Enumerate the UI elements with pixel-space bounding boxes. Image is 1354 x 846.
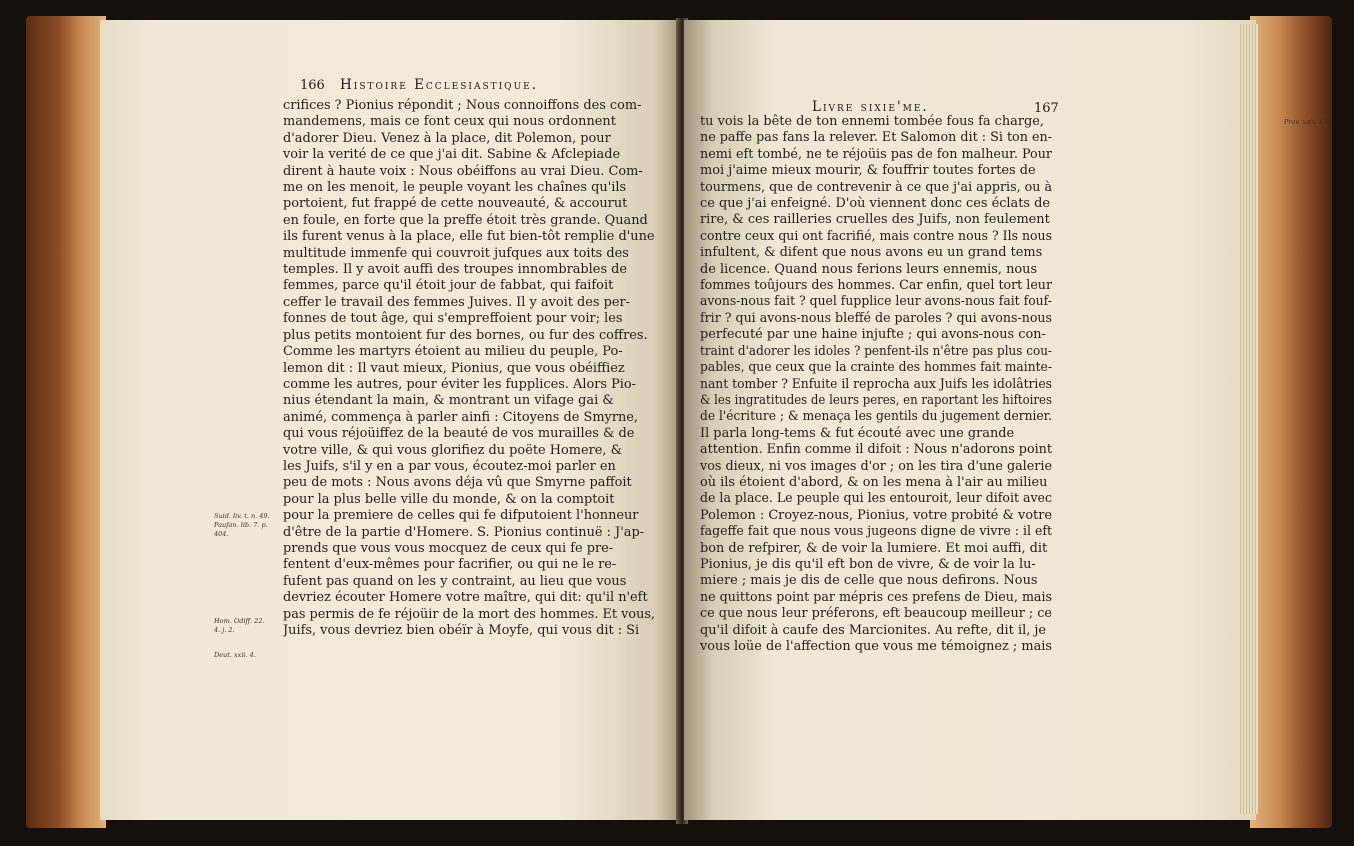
text-line: pables, que ceux que la crainte des hommes fait mainte- [700, 360, 1052, 376]
right-body-text [700, 114, 1087, 655]
text-line: ce que j'ai enfeigné. D'où viennent donc ces éclats de [700, 196, 1051, 212]
text-line: tu vois la bête de ton ennemi tombée fous fa charge, [700, 114, 1044, 129]
text-line: Comme les martyrs étoient au milieu du peuple, Po- [283, 344, 623, 360]
text-line: lemon dit : Il vaut mieux, Pionius, que vous obéiffiez [283, 360, 625, 376]
text-line: d'adorer Dieu. Venez à la place, dit Polemon, pour [283, 130, 611, 146]
margin-note: Prov. xxiv. 17. [1284, 118, 1330, 126]
text-line: ils furent venus à la place, elle fut bien-tôt remplie d'une [283, 229, 655, 245]
text-line: temples. Il y avoit auffi des troupes innombrables de [283, 262, 628, 278]
text-line: fommes toûjours des hommes. Car enfin, quel tort leur [700, 278, 1052, 294]
text-line: attention. Enfin comme il difoit : Nous n'adorons point [700, 442, 1052, 458]
text-line: nius étendant la main, & montrant un vifage gai & [283, 393, 614, 409]
text-line: d'être de la partie d'Homere. S. Pionius continuë : J'ap- [283, 524, 645, 540]
text-line: nemi eft tombé, ne te réjoüis pas de fon malheur. Pour [700, 146, 1052, 162]
text-line: où ils étoient d'abord, & on les mena à l'air au milieu [700, 474, 1048, 490]
text-line: qu'il difoit à caufe des Marcionites. Au refte, dit il, je [700, 622, 1047, 638]
text-line: nant tomber ? Enfuite il reprocha aux Juifs les idolâtries [700, 376, 1052, 392]
text-line: bon de refpirer, & de voir la lumiere. Et moi auffi, dit [700, 540, 1048, 556]
text-line: prends que vous vous mocquez de ceux qui fe pre- [283, 540, 614, 556]
margin-note: Suid. liv. t. n. 49. [214, 512, 270, 520]
text-line: fufent pas quand on les y contraint, au lieu que vous [283, 573, 627, 589]
text-line: mandemens, mais ce font ceux qui nous ordonnent [283, 114, 616, 130]
right-page-number: 167 [1034, 101, 1059, 116]
text-line: pour la premiere de celles qui fe difputoient l'honneur [283, 508, 639, 524]
text-line: plus petits montoient fur des bornes, ou fur des coffres. [283, 327, 648, 343]
margin-note: 4. j. 2. [214, 626, 235, 634]
text-line: infultent, & difent que nous avons eu un grand tems [700, 245, 1043, 261]
text-line: traint d'adorer les idoles ? penfent-ils n'être pas plus cou- [700, 343, 1052, 359]
margin-note: Hom. Odiff. 22. [214, 617, 265, 625]
text-line: me on les menoit, le peuple voyant les chaînes qu'ils [283, 180, 627, 196]
left-page [100, 20, 678, 820]
text-line: vos dieux, ni vos images d'or ; on les tira d'une galerie [700, 458, 1052, 474]
text-line: comme les autres, pour éviter les fupplices. Alors Pio- [283, 376, 636, 392]
left-body-text [283, 98, 657, 639]
right-cover-edge [1250, 16, 1332, 828]
text-line: ce que nous leur préferons, eft beaucoup meilleur ; ce [700, 606, 1052, 622]
text-line: Juifs, vous devriez bien obéïr à Moyfe, qui vous dit : Si [283, 623, 640, 638]
page-edges [1238, 24, 1258, 814]
text-line: pour la plus belle ville du monde, & on la comptoit [283, 491, 615, 507]
text-line: votre ville, & qui vous glorifiez du poëte Homere, & [283, 442, 623, 458]
text-line: & les ingratitudes de leurs peres, en raportant les hiftoires [700, 392, 1052, 408]
text-line: ne quittons point par mépris ces prefens de Dieu, mais [700, 589, 1052, 605]
text-line: animé, commença à parler ainfi : Citoyens de Smyrne, [283, 409, 639, 425]
right-page [684, 20, 1256, 820]
text-line: tourmens, que de contrevenir à ce que j'ai appris, ou à [700, 179, 1052, 195]
text-line: ne paffe pas fans la relever. Et Salomon dit : Si ton en- [700, 130, 1052, 146]
text-line: Pionius, je dis qu'il eft bon de vivre, & de voir la lu- [700, 556, 1036, 572]
text-line: crifices ? Pionius répondit ; Nous connoiffons des com- [283, 98, 642, 113]
text-line: avons-nous fait ? quel fupplice leur avons-nous fait fouf- [700, 294, 1052, 310]
text-line: fageffe fait que nous vous jugeons digne de vivre : il eft [700, 524, 1052, 540]
text-line: en foule, en forte que la preffe étoit très grande. Quand [283, 212, 648, 228]
text-line: les Juifs, s'il y en a par vous, écoutez-moi parler en [283, 458, 616, 474]
text-line: pas permis de fe réjoüir de la mort des hommes. Et vous, [283, 606, 655, 622]
right-running-head: Livre sixie'me. [812, 99, 929, 115]
text-line: femmes, parce qu'il étoit jour de fabbat, qui faifoit [283, 278, 614, 294]
text-line: ceffer le travail des femmes Juives. Il y avoit des per- [283, 294, 630, 310]
text-line: Polemon : Croyez-nous, Pionius, votre probité & votre [700, 507, 1052, 523]
text-line: peu de mots : Nous avons déja vû que Smyrne paffoit [283, 475, 632, 491]
text-line: de licence. Quand nous ferions leurs ennemis, nous [700, 261, 1038, 277]
text-line: voir la verité de ce que j'ai dit. Sabine & Afclepiade [283, 147, 621, 163]
margin-note: Paufan. lib. 7. p. [214, 521, 268, 529]
margin-note: 404. [214, 530, 229, 538]
left-page-number: 166 [300, 78, 325, 93]
text-line: qui vous réjoüiffez de la beauté de vos murailles & de [283, 426, 635, 442]
text-line: de l'écriture ; & menaça les gentils du jugement dernier. [700, 409, 1052, 425]
text-line: fonnes de tout âge, qui s'empreffoient pour voir; les [283, 311, 623, 327]
text-line: rire, & ces railleries cruelles des Juifs, non feulement [700, 212, 1050, 228]
text-line: frir ? qui avons-nous bleffé de paroles ? qui avons-nous [700, 310, 1052, 326]
text-line: dirent à haute voix : Nous obéiffons au vrai Dieu. Com- [283, 163, 643, 179]
text-line: contre ceux qui ont facrifié, mais contre nous ? Ils nous [700, 228, 1052, 244]
text-line: de la place. Le peuple qui les entouroit, leur difoit avec [700, 491, 1052, 507]
text-line: miere ; mais je dis de celle que nous defirons. Nous [700, 573, 1038, 589]
margin-note: Deut. xxii. 4. [214, 651, 256, 659]
text-line: portoient, fut frappé de cette nouveauté, & accourut [283, 196, 628, 212]
left-cover-edge [26, 16, 106, 828]
text-line: perfecuté par une haine injufte ; qui avons-nous con- [700, 327, 1046, 343]
text-line: vous loüe de l'affection que vous me témoignez ; mais [700, 639, 1052, 654]
text-line: Il parla long-tems & fut écouté avec une grande [700, 425, 1015, 441]
text-line: devriez écouter Homere votre maître, qui dit: qu'il n'eft [283, 590, 648, 606]
text-line: moi j'aime mieux mourir, & fouffrir toutes fortes de [700, 163, 1036, 179]
text-line: fentent d'eux-mêmes pour facrifier, ou qui ne le re- [283, 557, 617, 573]
left-running-head: Histoire Ecclesiastique. [340, 77, 539, 93]
text-line: multitude immenfe qui couvroit jufques aux toits des [283, 245, 629, 261]
